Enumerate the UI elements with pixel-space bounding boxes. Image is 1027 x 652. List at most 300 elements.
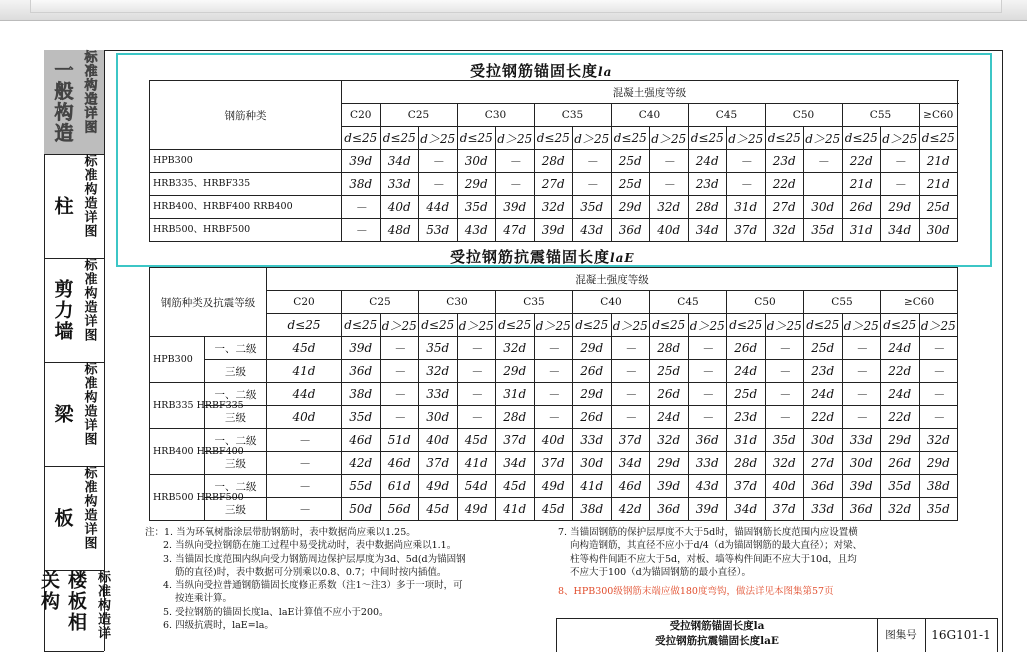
table-cell: 30d (919, 219, 958, 242)
table-cell: 49d (457, 498, 496, 521)
table-cell: － (842, 337, 881, 360)
diameter-gt-label: d＞25 (688, 314, 727, 337)
table-cell: 33d (804, 498, 843, 521)
table-cell: 49d (419, 475, 458, 498)
diameter-le-label: d≤25 (534, 127, 573, 150)
table-cell: 37d (765, 498, 804, 521)
table-cell: 28d (534, 150, 573, 173)
table-cell: 44d (267, 383, 342, 406)
title-line-2: 受拉钢筋抗震锚固长度laE (655, 635, 779, 647)
chapter-tab-4[interactable] (44, 466, 104, 571)
table-cell: － (380, 406, 419, 429)
table-cell: － (765, 383, 804, 406)
row-header-label: 钢筋种类 (150, 81, 342, 150)
table-cell: 29d (611, 196, 650, 219)
grade-label: C40 (573, 291, 650, 314)
grade-label: C55 (804, 291, 881, 314)
table-cell: 38d (919, 475, 958, 498)
table-cell: 61d (380, 475, 419, 498)
table-cell: 28d (688, 196, 727, 219)
table-cell: 35d (457, 196, 496, 219)
table-cell: － (919, 406, 958, 429)
steel-type-label: HRB400 HRBF400 (150, 429, 205, 475)
diameter-le-label: d≤25 (573, 314, 612, 337)
table-cell: 24d (727, 360, 766, 383)
diameter-gt-label: d＞25 (842, 314, 881, 337)
table-cell: 33d (573, 429, 612, 452)
diameter-gt-label: d＞25 (881, 127, 920, 150)
table-cell: － (881, 173, 920, 196)
grade-label: C35 (534, 104, 611, 127)
seismic-grade-label: 一、二级 (205, 429, 267, 452)
title-block (556, 618, 998, 652)
chapter-tab-5[interactable] (38, 570, 110, 652)
table-cell: 43d (457, 219, 496, 242)
table-cell: 25d (611, 150, 650, 173)
diameter-le-label: d≤25 (419, 314, 458, 337)
table-cell: 38d (342, 383, 381, 406)
table-cell: 24d (688, 150, 727, 173)
note-line: 6. 四级抗震时，laE=la。 (163, 620, 274, 632)
table-cell: 32d (919, 429, 958, 452)
steel-type-label: HRB335 HRBF335 (150, 383, 205, 429)
table-cell: 39d (688, 498, 727, 521)
chapter-tab-name: 剪力墙 (51, 278, 74, 342)
table-cell: 34d (496, 452, 535, 475)
table-cell: 31d (496, 383, 535, 406)
table-cell: 37d (727, 475, 766, 498)
table-cell: 33d (688, 452, 727, 475)
table-cell: 32d (650, 196, 689, 219)
table-cell: 29d (881, 196, 920, 219)
table-cell: 26d (842, 196, 881, 219)
table-cell: 36d (611, 219, 650, 242)
table-cell: 40d (267, 406, 342, 429)
table-cell: 23d (727, 406, 766, 429)
note-line: 注：1. 当为环氧树脂涂层带肋钢筋时，表中数据尚应乘以1.25。 (145, 527, 416, 538)
chapter-tab-subtitle: 标准构造详图 (81, 362, 97, 446)
table-cell: 39d (496, 196, 535, 219)
table-cell: 25d (727, 383, 766, 406)
diameter-gt-label: d＞25 (457, 314, 496, 337)
table-cell: 40d (534, 429, 573, 452)
diameter-le-label: d≤25 (804, 314, 843, 337)
table-cell: － (457, 337, 496, 360)
chapter-tab-subtitle: 标准构造详图 (81, 466, 97, 550)
table-cell: 32d (650, 429, 689, 452)
steel-type-label: HRB335、HRBF335 (150, 173, 342, 196)
header-row (150, 268, 958, 291)
table-cell: 45d (419, 498, 458, 521)
diameter-le-label: d≤25 (611, 127, 650, 150)
table-cell: 29d (919, 452, 958, 475)
table-cell: 36d (804, 475, 843, 498)
table-cell: 39d (342, 337, 381, 360)
table-cell: － (457, 383, 496, 406)
table-cell: － (881, 150, 920, 173)
table-cell: 25d (919, 196, 958, 219)
table-cell: 41d (573, 475, 612, 498)
note-line: 不应大于100（d为锚固钢筋的最小直径）。 (570, 566, 751, 578)
table-cell: － (765, 406, 804, 429)
grade-label: C35 (496, 291, 573, 314)
table-cell: 34d (380, 150, 419, 173)
table-cell: － (267, 452, 342, 475)
table-cell: 21d (842, 173, 881, 196)
table-cell: 39d (650, 475, 689, 498)
diameter-le-label: d≤25 (342, 127, 381, 150)
table-cell: 23d (804, 360, 843, 383)
chapter-tab-3[interactable] (44, 362, 104, 467)
diameter-gt-label: d＞25 (727, 127, 766, 150)
table-cell: 22d (881, 406, 920, 429)
table-cell: 31d (727, 196, 766, 219)
table-cell: 22d (765, 173, 804, 196)
title-line-1: 受拉钢筋锚固长度la (669, 620, 765, 632)
table-cell: 32d (534, 196, 573, 219)
table-cell: － (267, 498, 342, 521)
grade-label: C50 (765, 104, 842, 127)
table-cell: 48d (380, 219, 419, 242)
table-cell: － (457, 406, 496, 429)
row-header-label: 钢筋种类及抗震等级 (150, 268, 267, 337)
table-cell: 28d (496, 406, 535, 429)
grade-label: C45 (688, 104, 765, 127)
concrete-grade-header: 混凝土强度等级 (267, 268, 958, 291)
table-cell: 24d (804, 383, 843, 406)
table-cell: 36d (342, 360, 381, 383)
table-cell: － (842, 360, 881, 383)
table-cell: 34d (727, 498, 766, 521)
notes-right (558, 526, 988, 579)
table-cell: 21d (919, 150, 958, 173)
grade-label: C20 (267, 291, 342, 314)
table-cell: 37d (419, 452, 458, 475)
steel-type-label: HRB500、HRBF500 (150, 219, 342, 242)
diameter-le-label: d≤25 (496, 314, 535, 337)
table-cell: － (650, 173, 689, 196)
table-cell: － (496, 150, 535, 173)
table-row (150, 429, 958, 452)
selection-highlight (116, 53, 992, 267)
table-row (150, 475, 958, 498)
diameter-gt-label: d＞25 (650, 127, 689, 150)
table-cell: 34d (688, 219, 727, 242)
seismic-grade-label: 三级 (205, 360, 267, 383)
table-cell: 31d (842, 219, 881, 242)
diameter-gt-label: d＞25 (496, 127, 535, 150)
table-cell: 54d (457, 475, 496, 498)
diameter-gt-label: d＞25 (380, 314, 419, 337)
table-cell: 39d (534, 219, 573, 242)
seismic-grade-label: 一、二级 (205, 475, 267, 498)
grade-label: C25 (342, 291, 419, 314)
table-cell: 35d (342, 406, 381, 429)
table-cell: 53d (419, 219, 458, 242)
table-cell: 40d (765, 475, 804, 498)
table-cell: 30d (573, 452, 612, 475)
table-cell: － (919, 360, 958, 383)
note-red (558, 585, 988, 598)
table-cell: 28d (727, 452, 766, 475)
table-cell: 32d (881, 498, 920, 521)
steel-type-label: HPB300 (150, 337, 205, 383)
notes-left (145, 526, 550, 632)
diameter-le-label: d≤25 (650, 314, 689, 337)
table-cell: 29d (881, 429, 920, 452)
table-cell: 49d (534, 475, 573, 498)
table-cell: 29d (457, 173, 496, 196)
diameter-gt-label: d＞25 (804, 127, 843, 150)
table-cell: 41d (267, 360, 342, 383)
table-cell: 24d (881, 337, 920, 360)
note-line: 按连乘计算。 (175, 593, 233, 605)
diameter-le-label: d≤25 (688, 127, 727, 150)
table-cell: 39d (842, 475, 881, 498)
grade-row (150, 291, 958, 314)
table-cell: 32d (765, 452, 804, 475)
table-cell: 31d (727, 429, 766, 452)
grade-label: C45 (650, 291, 727, 314)
table-cell: 40d (650, 219, 689, 242)
table-cell: 22d (842, 150, 881, 173)
table-cell: － (842, 383, 881, 406)
table-cell: 25d (650, 360, 689, 383)
table-cell: － (688, 406, 727, 429)
steel-type-label: HRB500 HRBF500 (150, 475, 205, 521)
table-cell: － (380, 383, 419, 406)
table-cell: 29d (573, 383, 612, 406)
table-cell: 30d (804, 196, 843, 219)
note-line: 向构造钢筋，其直径不应小于d/4（d为锚固钢筋的最大直径）；对梁、 (570, 540, 863, 552)
note-line: 5. 受拉钢筋的锚固长度la、laE计算值不应小于200。 (163, 606, 389, 618)
table-cell: 25d (611, 173, 650, 196)
diameter-gt-label: d＞25 (611, 314, 650, 337)
table-cell: 39d (342, 150, 381, 173)
table-cell: － (919, 383, 958, 406)
table-cell: 46d (380, 452, 419, 475)
diameter-le-label: d≤25 (765, 127, 804, 150)
table-cell: － (842, 406, 881, 429)
table1-title: 受拉钢筋锚固长度la (470, 62, 613, 80)
table-cell: 43d (573, 219, 612, 242)
concrete-grade-header: 混凝土强度等级 (342, 81, 958, 104)
grade-label: ≥C60 (881, 291, 958, 314)
table-cell: － (611, 360, 650, 383)
table-cell: 21d (919, 173, 958, 196)
table-cell: 26d (650, 383, 689, 406)
table-cell: 40d (380, 196, 419, 219)
chapter-tab-name: 一般构造 (51, 60, 74, 144)
table-cell: － (727, 173, 766, 196)
atlas-code: 16G101-1 (931, 628, 991, 642)
table-cell: 37d (534, 452, 573, 475)
diameter-gt-label: d＞25 (919, 314, 958, 337)
note-8-text: 8、HPB300级钢筋末端应做180度弯钩，做法详见本图集第57页 (558, 586, 834, 597)
table-cell: － (457, 360, 496, 383)
table-cell: 35d (765, 429, 804, 452)
table-row (150, 406, 958, 429)
table-cell: 43d (688, 475, 727, 498)
seismic-anchorage-length-table (149, 267, 958, 521)
table-cell: － (267, 429, 342, 452)
note-line: 柱等构件间距不应大于5d，对板、墙等构件间距不应大于10d，且均 (570, 553, 857, 565)
seismic-grade-label: 一、二级 (205, 337, 267, 360)
viewer-toolbar (0, 0, 1027, 21)
chapter-sidebar (38, 50, 110, 651)
table-cell: 45d (534, 498, 573, 521)
grade-label: C25 (380, 104, 457, 127)
table-cell: 27d (804, 452, 843, 475)
table-cell: － (611, 383, 650, 406)
table-cell: 56d (380, 498, 419, 521)
diameter-le-label: d≤25 (342, 314, 381, 337)
table-cell: 45d (267, 337, 342, 360)
table-cell: － (419, 173, 458, 196)
table-cell: － (765, 360, 804, 383)
steel-type-label: HPB300 (150, 150, 342, 173)
table-cell: 45d (457, 429, 496, 452)
table-cell: 29d (496, 360, 535, 383)
note-line: 3. 当锚固长度范围内纵向受力钢筋周边保护层厚度为3d、5d(d为锚固钢 (163, 553, 466, 565)
table-cell: － (765, 337, 804, 360)
table-cell: － (688, 360, 727, 383)
table-cell: 38d (573, 498, 612, 521)
table-cell: 24d (650, 406, 689, 429)
chapter-tab-subtitle: 标准构造详图 (81, 258, 97, 342)
chapter-tab-name: 楼板相关构 (38, 570, 87, 633)
chapter-tab-subtitle: 标准构造详 (95, 570, 110, 640)
table-cell: － (496, 173, 535, 196)
table-row (150, 337, 958, 360)
table-cell: 41d (457, 452, 496, 475)
table-cell: 47d (496, 219, 535, 242)
table-cell: － (534, 383, 573, 406)
table-cell: － (342, 196, 381, 219)
steel-type-label: HRB400、HRBF400 RRB400 (150, 196, 342, 219)
diameter-le-label: d≤25 (881, 314, 920, 337)
table-cell: 44d (419, 196, 458, 219)
table-cell: 46d (342, 429, 381, 452)
table-cell: 42d (611, 498, 650, 521)
table-cell: 29d (573, 337, 612, 360)
chapter-tab-name: 板 (51, 507, 74, 529)
diameter-le-label: d≤25 (457, 127, 496, 150)
table-cell: － (804, 150, 843, 173)
diameter-le-label: d≤25 (267, 314, 342, 337)
table-cell: 37d (496, 429, 535, 452)
table-cell: 40d (419, 429, 458, 452)
table-cell: － (727, 150, 766, 173)
table-cell: － (611, 406, 650, 429)
table-cell: 29d (650, 452, 689, 475)
table-cell: 34d (611, 452, 650, 475)
grade-label: C40 (611, 104, 688, 127)
chapter-tab-name: 梁 (51, 403, 74, 425)
table-cell: 27d (534, 173, 573, 196)
table-cell: 22d (804, 406, 843, 429)
diameter-le-label: d≤25 (842, 127, 881, 150)
table-cell: 32d (419, 360, 458, 383)
table-cell: 51d (380, 429, 419, 452)
table-cell: 50d (342, 498, 381, 521)
table2-title: 受拉钢筋抗震锚固长度laE (450, 248, 635, 266)
note-line: 2. 当纵向受拉钢筋在施工过程中易受扰动时，表中数据尚应乘以1.1。 (163, 540, 457, 552)
chapter-tab-0[interactable] (44, 50, 104, 155)
seismic-grade-label: 一、二级 (205, 383, 267, 406)
table-cell: 32d (765, 219, 804, 242)
table-cell: 26d (727, 337, 766, 360)
table-cell: － (534, 337, 573, 360)
seismic-grade-label: 三级 (205, 406, 267, 429)
table-cell: － (650, 150, 689, 173)
table-cell: 37d (727, 219, 766, 242)
diameter-le-label: d≤25 (380, 127, 419, 150)
table-cell: 55d (342, 475, 381, 498)
table-cell: 37d (611, 429, 650, 452)
table-cell: 42d (342, 452, 381, 475)
grade-label: C30 (419, 291, 496, 314)
diameter-row (150, 314, 958, 337)
note-line: 筋的直径)时，表中数据可分别乘以0.8、0.7；中间时按内插值。 (175, 566, 447, 578)
chapter-tab-name: 柱 (51, 195, 74, 217)
table-row (150, 383, 958, 406)
grade-label: C30 (457, 104, 534, 127)
table-cell: 28d (650, 337, 689, 360)
table-cell: 22d (881, 360, 920, 383)
table-cell: － (534, 406, 573, 429)
table-cell: 36d (842, 498, 881, 521)
chapter-tab-1[interactable] (44, 154, 104, 259)
table-cell: 35d (804, 219, 843, 242)
table-cell: 36d (650, 498, 689, 521)
table-cell: 30d (457, 150, 496, 173)
table-cell: 41d (496, 498, 535, 521)
table-cell: － (267, 475, 342, 498)
table-cell: 46d (611, 475, 650, 498)
table-cell: 23d (688, 173, 727, 196)
table-cell: － (611, 337, 650, 360)
diameter-gt-label: d＞25 (419, 127, 458, 150)
diameter-gt-label: d＞25 (765, 314, 804, 337)
table-cell: － (419, 150, 458, 173)
table-cell: 25d (804, 337, 843, 360)
table-cell: 33d (419, 383, 458, 406)
table-cell: － (688, 383, 727, 406)
table-cell: － (342, 219, 381, 242)
table-cell: 33d (842, 429, 881, 452)
note-line: 4. 当纵向受拉普通钢筋锚固长度修正系数（注1～注3）多于一项时，可 (163, 580, 463, 592)
table-cell: － (380, 337, 419, 360)
table-cell: 26d (881, 452, 920, 475)
table-cell: 27d (765, 196, 804, 219)
table-cell: 35d (573, 196, 612, 219)
table-cell: 30d (842, 452, 881, 475)
table-cell: 26d (573, 360, 612, 383)
title-block-name (557, 619, 878, 652)
chapter-tab-subtitle: 标准构造详图 (81, 50, 97, 134)
table-cell: 30d (804, 429, 843, 452)
diameter-le-label: d≤25 (919, 127, 958, 150)
table-cell: 26d (573, 406, 612, 429)
table-cell: 33d (380, 173, 419, 196)
grade-label: C20 (342, 104, 381, 127)
table-cell: － (919, 337, 958, 360)
seismic-grade-label: 三级 (205, 452, 267, 475)
chapter-tab-2[interactable] (44, 258, 104, 363)
table-cell: － (688, 337, 727, 360)
table-cell: 32d (496, 337, 535, 360)
